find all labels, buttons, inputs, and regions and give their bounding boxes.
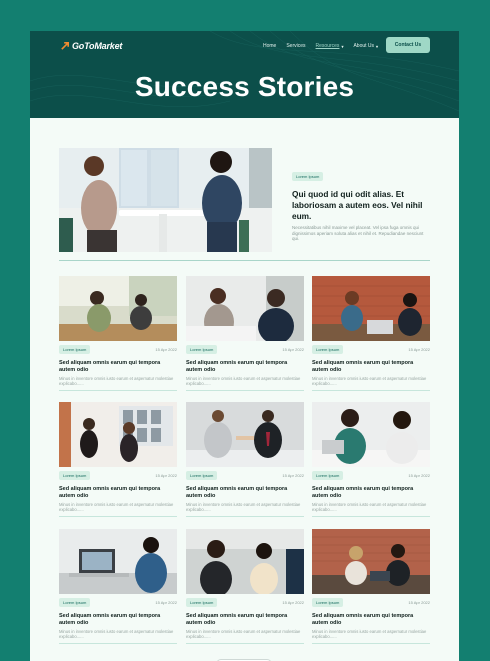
story-excerpt: Minus in inventore omnis iusto earum et aspernatur molestiae explicabo...... bbox=[186, 502, 301, 512]
story-title[interactable]: Sed aliquam omnis earum qui tempora autem odio bbox=[312, 486, 414, 499]
category-tag[interactable]: Lorem Ipsum bbox=[186, 471, 217, 480]
nav-item-about-us[interactable] bbox=[353, 43, 378, 49]
page-title: Success Stories bbox=[134, 71, 355, 102]
page bbox=[30, 31, 459, 661]
hero-header bbox=[30, 31, 459, 118]
story-title[interactable]: Sed aliquam omnis earum qui tempora autem odio bbox=[59, 613, 161, 626]
story-image[interactable] bbox=[59, 402, 177, 467]
card-divider bbox=[312, 516, 430, 517]
story-card[interactable] bbox=[59, 402, 177, 517]
category-tag[interactable]: Lorem Ipsum bbox=[312, 598, 343, 607]
story-card[interactable] bbox=[186, 276, 304, 391]
contact-us-button[interactable]: Contact Us bbox=[386, 37, 430, 53]
story-card[interactable] bbox=[186, 402, 304, 517]
nav-label: Home bbox=[263, 43, 277, 49]
nav-item-services[interactable] bbox=[286, 43, 305, 49]
card-divider bbox=[312, 390, 430, 391]
nav-label: About Us bbox=[353, 43, 375, 49]
post-date: 15 Apr 2022 bbox=[408, 600, 430, 605]
story-card[interactable] bbox=[312, 276, 430, 391]
story-title[interactable]: Sed aliquam omnis earum qui tempora autem odio bbox=[186, 486, 288, 499]
section-divider bbox=[59, 260, 430, 261]
story-excerpt: Minus in inventore omnis iusto earum et aspernatur molestiae explicabo...... bbox=[312, 502, 427, 512]
story-card[interactable] bbox=[312, 529, 430, 644]
post-date: 15 Apr 2022 bbox=[155, 600, 177, 605]
story-image[interactable] bbox=[186, 529, 304, 594]
post-date: 15 Apr 2022 bbox=[282, 473, 304, 478]
nav-item-resources[interactable] bbox=[316, 43, 344, 49]
story-title[interactable]: Sed aliquam omnis earum qui tempora autem odio bbox=[59, 360, 161, 373]
logo[interactable] bbox=[61, 41, 122, 51]
story-excerpt: Minus in inventore omnis iusto earum et aspernatur molestiae explicabo...... bbox=[59, 376, 174, 386]
story-card[interactable] bbox=[59, 276, 177, 391]
card-divider bbox=[186, 516, 304, 517]
post-date: 15 Apr 2022 bbox=[155, 347, 177, 352]
story-excerpt: Minus in inventore omnis iusto earum et aspernatur molestiae explicabo...... bbox=[186, 629, 301, 639]
nav-item-home[interactable] bbox=[263, 43, 276, 49]
story-excerpt: Minus in inventore omnis iusto earum et aspernatur molestiae explicabo...... bbox=[186, 376, 301, 386]
chevron-down-icon: ▾ bbox=[341, 43, 344, 49]
card-divider bbox=[312, 643, 430, 644]
post-date: 15 Apr 2022 bbox=[155, 473, 177, 478]
chevron-down-icon: ▾ bbox=[376, 43, 379, 49]
story-title[interactable]: Sed aliquam omnis earum qui tempora autem odio bbox=[186, 360, 288, 373]
post-date: 15 Apr 2022 bbox=[282, 347, 304, 352]
story-title[interactable]: Sed aliquam omnis earum qui tempora autem odio bbox=[312, 360, 414, 373]
featured-story bbox=[292, 165, 430, 242]
logo-arrow-icon bbox=[61, 42, 69, 50]
story-title[interactable]: Sed aliquam omnis earum qui tempora autem odio bbox=[312, 613, 414, 626]
category-tag[interactable]: Lorem Ipsum bbox=[186, 598, 217, 607]
story-image[interactable] bbox=[312, 402, 430, 467]
story-card[interactable] bbox=[186, 529, 304, 644]
story-card[interactable] bbox=[312, 402, 430, 517]
category-tag[interactable]: Lorem Ipsum bbox=[292, 172, 323, 181]
story-card[interactable] bbox=[59, 529, 177, 644]
story-image[interactable] bbox=[186, 276, 304, 341]
card-divider bbox=[59, 643, 177, 644]
featured-image[interactable] bbox=[59, 148, 272, 252]
nav-label: Services bbox=[286, 43, 306, 49]
category-tag[interactable]: Lorem Ipsum bbox=[186, 345, 217, 354]
card-divider bbox=[59, 390, 177, 391]
story-image[interactable] bbox=[59, 276, 177, 341]
story-title[interactable]: Sed aliquam omnis earum qui tempora autem odio bbox=[59, 486, 161, 499]
card-divider bbox=[59, 516, 177, 517]
story-image[interactable] bbox=[312, 276, 430, 341]
nav-label: Resources bbox=[315, 43, 340, 49]
story-title[interactable]: Sed aliquam omnis earum qui tempora autem odio bbox=[186, 613, 288, 626]
featured-title[interactable]: Qui quod id qui odit alias. Et laboriosam a autem eos. Vel nihil eum. bbox=[292, 189, 423, 221]
story-excerpt: Minus in inventore omnis iusto earum et aspernatur molestiae explicabo...... bbox=[312, 376, 427, 386]
post-date: 15 Apr 2022 bbox=[408, 473, 430, 478]
card-divider bbox=[186, 643, 304, 644]
card-divider bbox=[186, 390, 304, 391]
category-tag[interactable]: Lorem Ipsum bbox=[59, 598, 90, 607]
category-tag[interactable]: Lorem Ipsum bbox=[312, 345, 343, 354]
category-tag[interactable]: Lorem Ipsum bbox=[312, 471, 343, 480]
category-tag[interactable]: Lorem Ipsum bbox=[59, 471, 90, 480]
story-excerpt: Minus in inventore omnis iusto earum et aspernatur molestiae explicabo...... bbox=[312, 629, 427, 639]
logo-text: GoToMarket bbox=[72, 41, 123, 51]
story-image[interactable] bbox=[186, 402, 304, 467]
story-image[interactable] bbox=[59, 529, 177, 594]
main-nav bbox=[263, 43, 378, 49]
featured-description: Necessitatibus nihil maxime vel placeat. Vel ipsa fuga omnis qui dignissimos aperiam soluta alias et nihil et. Repudiandae nesciunt qui. bbox=[292, 225, 424, 241]
story-excerpt: Minus in inventore omnis iusto earum et aspernatur molestiae explicabo...... bbox=[59, 502, 174, 512]
category-tag[interactable]: Lorem Ipsum bbox=[59, 345, 90, 354]
post-date: 15 Apr 2022 bbox=[408, 347, 430, 352]
post-date: 15 Apr 2022 bbox=[282, 600, 304, 605]
story-excerpt: Minus in inventore omnis iusto earum et aspernatur molestiae explicabo...... bbox=[59, 629, 174, 639]
story-image[interactable] bbox=[312, 529, 430, 594]
